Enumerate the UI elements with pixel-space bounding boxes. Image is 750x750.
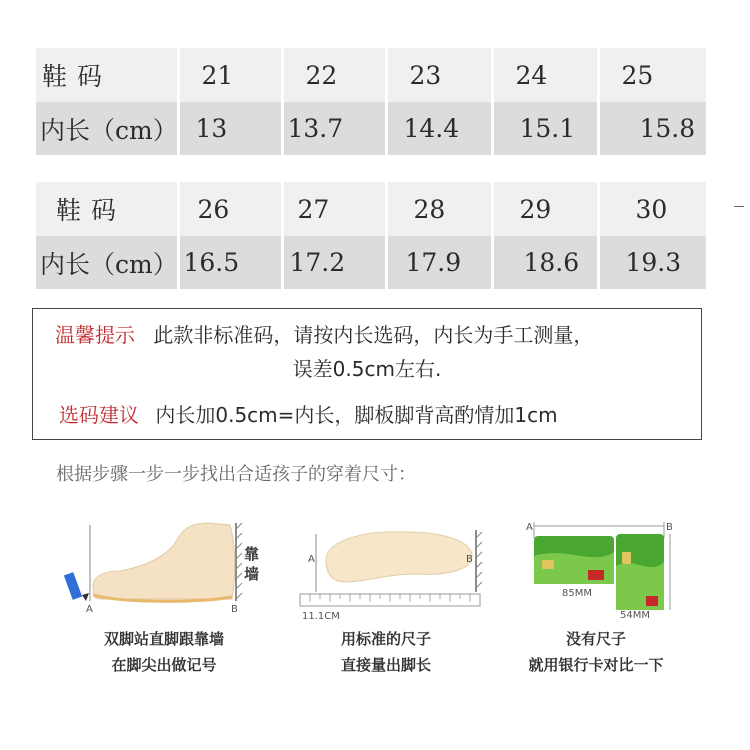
length-cell: 17.9	[386, 236, 492, 289]
panel3-caption: 没有尺子 就用银行卡对比一下	[528, 630, 664, 674]
size-cell: 23	[386, 48, 492, 102]
notice-box	[32, 308, 702, 440]
point-b-label: B	[666, 522, 673, 533]
panel1-caption: 双脚站直脚跟靠墙 在脚尖出做记号	[103, 630, 224, 674]
length-cell: 19.3	[598, 236, 706, 289]
length-cell: 13	[178, 102, 282, 155]
size-cell: 24	[492, 48, 598, 102]
point-a-label: A	[526, 522, 533, 533]
size-cell: 22	[282, 48, 386, 102]
guide-title: 根据步骤一步一步找出合适孩子的穿着尺寸：	[56, 464, 416, 485]
length-cell: 18.6	[492, 236, 598, 289]
point-b-label: B	[231, 604, 238, 615]
panel2-caption: 用标准的尺子 直接量出脚长	[340, 630, 431, 674]
length-cell: 15.8	[598, 102, 706, 155]
tip-text-continued: 误差0.5cm左右.	[292, 357, 442, 381]
size-table-2	[36, 182, 706, 289]
divider	[734, 206, 744, 207]
ruler-label: 11.1CM	[302, 611, 340, 620]
size-cell: 25	[598, 48, 706, 102]
length-header-label: 内长（cm）	[36, 102, 178, 155]
size-row	[36, 182, 706, 236]
size-row	[36, 48, 706, 102]
point-b-label: B	[466, 554, 473, 565]
size-table-1	[36, 48, 706, 155]
wall-label: 靠 墙	[244, 545, 260, 583]
size-cell: 30	[598, 182, 706, 236]
advice-text: 内长加0.5cm=内长，脚板脚背高酌情加1cm	[155, 403, 558, 427]
size-header-label: 鞋 码	[36, 48, 178, 102]
size-cell: 29	[492, 182, 598, 236]
size-header-label: 鞋 码	[36, 182, 178, 236]
size-cell: 27	[282, 182, 386, 236]
length-header-label: 内长（cm）	[36, 236, 178, 289]
length-cell: 16.5	[178, 236, 282, 289]
tip-text: 此款非标准码，请按内长选码，内长为手工测量，	[153, 323, 594, 347]
advice-label: 选码建议	[59, 403, 139, 427]
size-cell: 26	[178, 182, 282, 236]
size-cell: 28	[386, 182, 492, 236]
length-cell: 13.7	[282, 102, 386, 155]
point-a-label: A	[308, 554, 315, 565]
card-height-label: 54MM	[620, 610, 650, 620]
bank-card-illustration	[524, 516, 684, 620]
length-cell: 14.4	[386, 102, 492, 155]
card-width-label: 85MM	[562, 588, 592, 599]
foot-wall-illustration	[60, 515, 260, 615]
length-cell: 17.2	[282, 236, 386, 289]
advice-line	[59, 399, 727, 428]
length-row	[36, 236, 706, 289]
tip-label: 温馨提示	[55, 323, 135, 347]
length-cell: 15.1	[492, 102, 598, 155]
ruler-illustration	[296, 520, 492, 620]
tip-line	[55, 319, 723, 348]
point-a-label: A	[86, 604, 93, 615]
size-cell: 21	[178, 48, 282, 102]
length-row	[36, 102, 706, 155]
